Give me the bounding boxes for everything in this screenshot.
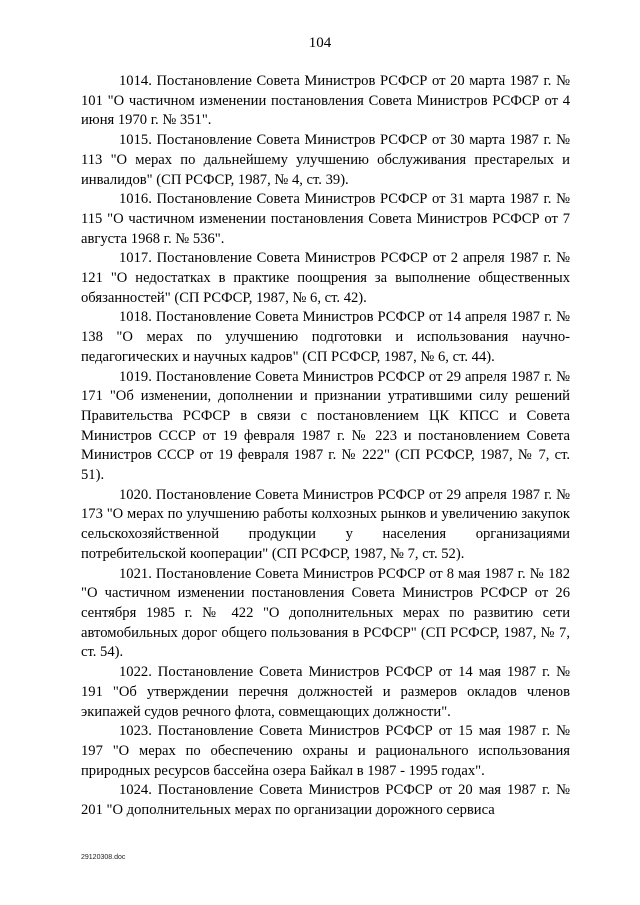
list-entry-1016: 1016. Постановление Совета Министров РСФСР от 31 марта 1987 г. № 115 "О частичном изменении постановления Совета Министров РСФСР от 7 августа 1968 г. № 536".: [81, 191, 570, 247]
list-entry-1019: 1019. Постановление Совета Министров РСФСР от 29 апреля 1987 г. № 171 "Об изменении, дополнении и признании утратившими силу решений Правительства РСФСР в связи с постановлением ЦК КПСС и Совета Министров СССР от 19 февраля 1987 г. № 223 и постановлением Совета Министров СССР от 19 февраля 1987 г. № 222" (СП РСФСР, 1987, № 7, ст. 51).: [81, 368, 570, 484]
document-body: [81, 72, 570, 821]
list-entry-1023: 1023. Постановление Совета Министров РСФСР от 15 мая 1987 г. № 197 "О мерах по обеспечению охраны и рационального использования природных ресурсов бассейна озера Байкал в 1987 - 1995 годах".: [81, 723, 570, 779]
list-entry-1022: 1022. Постановление Совета Министров РСФСР от 14 мая 1987 г. № 191 "Об утверждении перечня должностей и размеров окладов членов экипажей судов речного флота, совмещающих должности".: [81, 664, 570, 720]
list-entry-1021: 1021. Постановление Совета Министров РСФСР от 8 мая 1987 г. № 182 "О частичном изменении постановления Совета Министров РСФСР от 26 сентября 1985 г. № 422 "О дополнительных мерах по развитию сети автомобильных дорог общего пользования в РСФСР" (СП РСФСР, 1987, № 7, ст. 54).: [81, 565, 570, 661]
list-entry-1015: 1015. Постановление Совета Министров РСФСР от 30 марта 1987 г. № 113 "О мерах по дальнейшему улучшению обслуживания престарелых и инвалидов" (СП РСФСР, 1987, № 4, ст. 39).: [81, 132, 570, 188]
list-entry-1014: 1014. Постановление Совета Министров РСФСР от 20 марта 1987 г. № 101 "О частичном изменении постановления Совета Министров РСФСР от 4 июня 1970 г. № 351".: [81, 73, 570, 129]
document-file-code: 29120308.doc: [81, 854, 126, 861]
list-entry-1018: 1018. Постановление Совета Министров РСФСР от 14 апреля 1987 г. № 138 "О мерах по улучшению подготовки и использования научно-педагогических и научных кадров" (СП РСФСР, 1987, № 6, ст. 44).: [81, 309, 570, 365]
list-entry-1020: 1020. Постановление Совета Министров РСФСР от 29 апреля 1987 г. № 173 "О мерах по улучшению работы колхозных рынков и увеличению закупок сельскохозяйственной продукции у населения организациями потребительской кооперации" (СП РСФСР, 1987, № 7, ст. 52).: [81, 486, 570, 562]
list-entry-1024: 1024. Постановление Совета Министров РСФСР от 20 мая 1987 г. № 201 "О дополнительных мерах по организации дорожного сервиса: [81, 782, 570, 819]
page-number: 104: [308, 35, 332, 51]
list-entry-1017: 1017. Постановление Совета Министров РСФСР от 2 апреля 1987 г. № 121 "О недостатках в практике поощрения за выполнение общественных обязанностей" (СП РСФСР, 1987, № 6, ст. 42).: [81, 250, 570, 306]
